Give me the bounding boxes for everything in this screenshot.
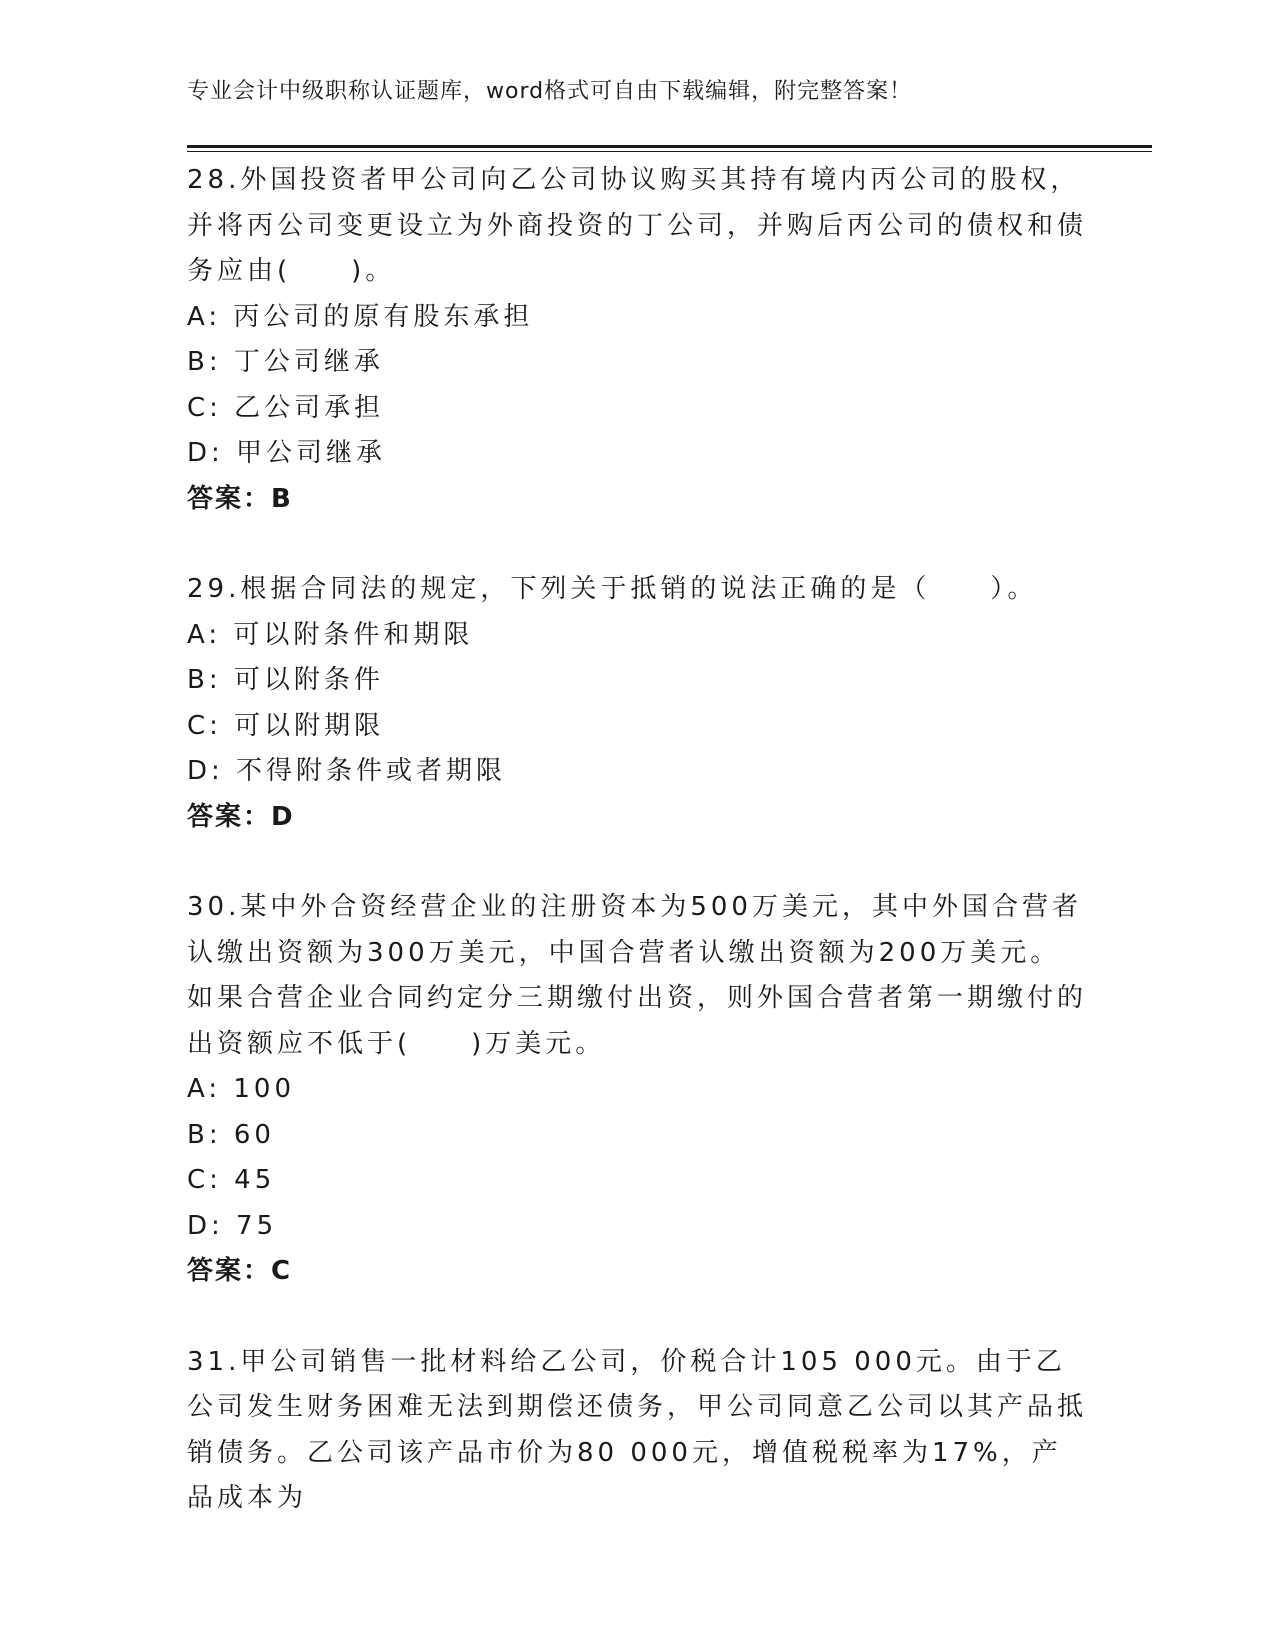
spacer [187,522,1087,567]
question-text: 31.甲公司销售一批材料给乙公司，价税合计105 000元。由于乙公司发生财务困难无法到期偿还债务，甲公司同意乙公司以其产品抵销债务。乙公司该产品市价为80 000元，增值税税率为17%，产品成本为 [187,1346,1088,1513]
question-30 [187,885,1087,1295]
question-29 [187,567,1087,840]
spacer [187,840,1087,885]
answer: 答案：B [187,483,293,514]
option-c: C: 可以附期限 [187,710,385,741]
question-28 [187,158,1087,522]
option-d: D: 甲公司继承 [187,438,387,468]
answer: 答案：C [187,1256,293,1286]
option-c: C: 45 [187,1165,276,1195]
header-rule-thin [187,151,1152,152]
answer: 答案：D [187,801,295,832]
question-text: 28.外国投资者甲公司向乙公司协议购买其持有境内丙公司的股权，并将丙公司变更设立为外商投资的丁公司，并购后丙公司的债权和债务应由( )。 [187,165,1088,286]
option-a: A: 丙公司的原有股东承担 [187,301,534,332]
header-rule-thick [187,145,1152,148]
question-31 [187,1340,1087,1522]
question-text: 29.根据合同法的规定，下列关于抵销的说法正确的是（ ）。 [187,574,1038,604]
option-a: A: 100 [187,1074,295,1104]
question-list [187,158,1087,1522]
option-b: B: 60 [187,1119,275,1150]
option-c: C: 乙公司承担 [187,392,385,423]
question-text: 30.某中外合资经营企业的注册资本为500万美元，其中外国合营者认缴出资额为300万美元，中国合营者认缴出资额为200万美元。如果合营企业合同约定分三期缴付出资，则外国合营者第一期缴付的出资额应不低于( )万美元。 [187,892,1088,1059]
option-b: B: 可以附条件 [187,665,384,695]
page-header: 专业会计中级职称认证题库，word格式可自由下载编辑，附完整答案！ [187,79,913,104]
option-a: A: 可以附条件和期限 [187,619,474,650]
spacer [187,1295,1087,1340]
option-d: D: 不得附条件或者期限 [187,756,507,786]
option-b: B: 丁公司继承 [187,347,384,377]
option-d: D: 75 [187,1210,278,1241]
